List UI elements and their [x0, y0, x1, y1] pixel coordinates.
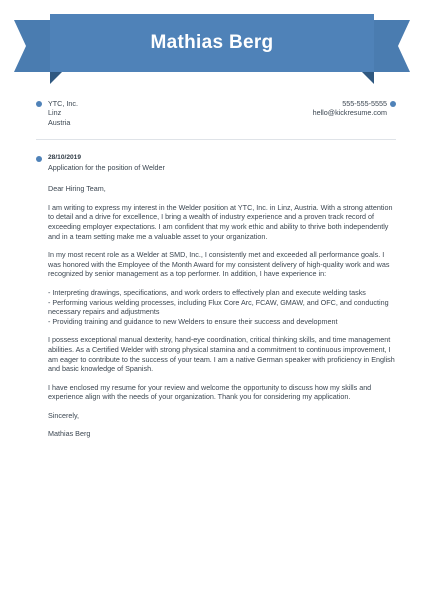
greeting: Dear Hiring Team,: [48, 184, 106, 194]
company-name: YTC, Inc.: [48, 99, 78, 108]
date-bullet-icon: [36, 156, 42, 162]
company-city: Linz: [48, 108, 62, 118]
letter-date: 28/10/2019: [48, 154, 82, 161]
experience-list: [48, 288, 398, 326]
recipient-address: [48, 99, 78, 127]
signature: Mathias Berg: [48, 429, 91, 439]
contact-bullet-icon: [390, 101, 396, 107]
letter-body: [48, 153, 398, 439]
applicant-name: Mathias Berg: [150, 32, 274, 53]
letter-subject: Application for the position of Welder: [48, 162, 165, 172]
ribbon-left-fold: [50, 72, 62, 84]
ribbon-right-fold: [362, 72, 374, 84]
address-bullet-icon: [36, 101, 42, 107]
header-ribbon: [0, 14, 424, 104]
list-item: - Providing training and guidance to new Welders to ensure their success and development: [48, 316, 338, 326]
paragraph-1: I am writing to express my interest in the Welder position at YTC, Inc. in Linz, Austria. With a strong attention to detail and a drive for excellence, I bring a wealth of industry experience and a proven track record of exceeding employer expectations. I am confident that my work ethic and ability to thrive both independently and in a team setting make me a valuable asset to your organization.: [48, 202, 393, 241]
paragraph-3: I possess exceptional manual dexterity, hand-eye coordination, critical thinking skills, and time management abilities. As a Certified Welder with strong physical stamina and a commitment to continuous improvement, I am eager to contribute to the success of your team. I am a native German speaker with proficiency in English and basic knowledge of Spanish.: [48, 335, 395, 374]
paragraph-2: In my most recent role as a Welder at SMD, Inc., I consistently met and exceeded all performance goals. I was honored with the Employee of the Month Award for my consistent delivery of high-quality work and was recognized by senior management as a top performer. In addition, I have experience in:: [48, 250, 390, 279]
list-item: - Performing various welding processes, including Flux Core Arc, FCAW, GMAW, and OFC, and conducting necessary repairs and adjustments: [48, 297, 389, 317]
email-address: hello@kickresume.com: [312, 108, 387, 118]
list-item: - Interpreting drawings, specifications, and work orders to effectively plan and execute welding tasks: [48, 287, 366, 297]
ribbon-graphic: [0, 14, 424, 104]
company-country: Austria: [48, 117, 71, 127]
divider: [36, 139, 396, 140]
phone-number: 555-555-5555: [342, 99, 387, 108]
closing: Sincerely,: [48, 410, 80, 420]
sender-contact: [313, 99, 387, 118]
paragraph-4: I have enclosed my resume for your review and welcome the opportunity to discuss how my skills and experience align with the needs of your organization. Thank you for considering my application.: [48, 382, 372, 402]
